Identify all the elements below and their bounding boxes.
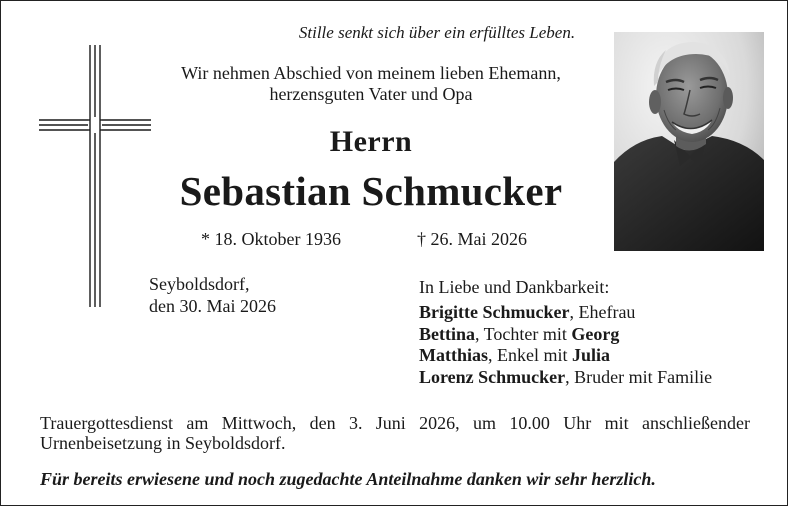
mourner-partner: Georg <box>571 323 620 344</box>
mourner-relation: , Bruder mit Familie <box>565 366 713 387</box>
mourner-name: Brigitte Schmucker <box>419 302 570 322</box>
closing-thanks: Für bereits erwiesene und noch zugedachte Anteilnahme danken wir sehr herzlich. <box>40 469 656 489</box>
mourner-relation: , Enkel mit <box>488 345 572 365</box>
service-line <box>40 413 750 433</box>
service-word: am <box>186 413 209 433</box>
service-word: 2026, <box>419 413 460 433</box>
portrait-photo <box>614 32 764 251</box>
mourners-list <box>419 302 712 388</box>
mourner-partner: Julia <box>572 345 611 365</box>
service-word: 3. <box>348 413 363 433</box>
service-word: mit <box>604 413 629 433</box>
mourner-row <box>419 324 712 346</box>
service-word: Mittwoch, <box>221 413 297 433</box>
place-line: Seyboldsdorf, <box>149 274 250 294</box>
intro-line: Wir nehmen Abschied von meinem lieben Ehemann, <box>181 63 561 83</box>
place-and-date <box>149 273 276 317</box>
service-word: um <box>473 413 497 433</box>
service-word: den <box>309 413 336 433</box>
service-word: 10.00 <box>509 413 550 433</box>
service-word: Juni <box>375 413 406 433</box>
mourner-relation: , Ehefrau <box>569 302 636 322</box>
service-word: Trauergottesdienst <box>40 413 173 433</box>
service-word: Uhr <box>563 413 592 433</box>
thanks-heading: In Liebe und Dankbarkeit: <box>419 277 610 297</box>
intro-line: herzensguten Vater und Opa <box>269 84 473 104</box>
deceased-name: Sebastian Schmucker <box>179 168 563 214</box>
mourner-row <box>419 302 712 324</box>
service-line: Urnenbeisetzung in Seyboldsdorf. <box>40 433 286 453</box>
death-date: † 26. Mai 2026 <box>417 229 527 249</box>
date-line: den 30. Mai 2026 <box>149 296 276 316</box>
birth-date: * 18. Oktober 1936 <box>201 229 341 249</box>
mourner-name: Bettina <box>419 323 475 344</box>
mourner-row <box>419 367 712 389</box>
motto: Stille senkt sich über ein erfülltes Leben. <box>298 23 576 42</box>
mourner-row <box>419 345 712 367</box>
honorific: Herrn <box>329 125 413 158</box>
mourner-relation: , Tochter mit <box>475 323 572 344</box>
intro-text <box>141 63 601 105</box>
mourner-name: Lorenz Schmucker <box>419 366 566 387</box>
funeral-service-info <box>40 413 750 453</box>
mourner-name: Matthias <box>419 345 488 365</box>
service-word: anschließender <box>642 413 750 433</box>
